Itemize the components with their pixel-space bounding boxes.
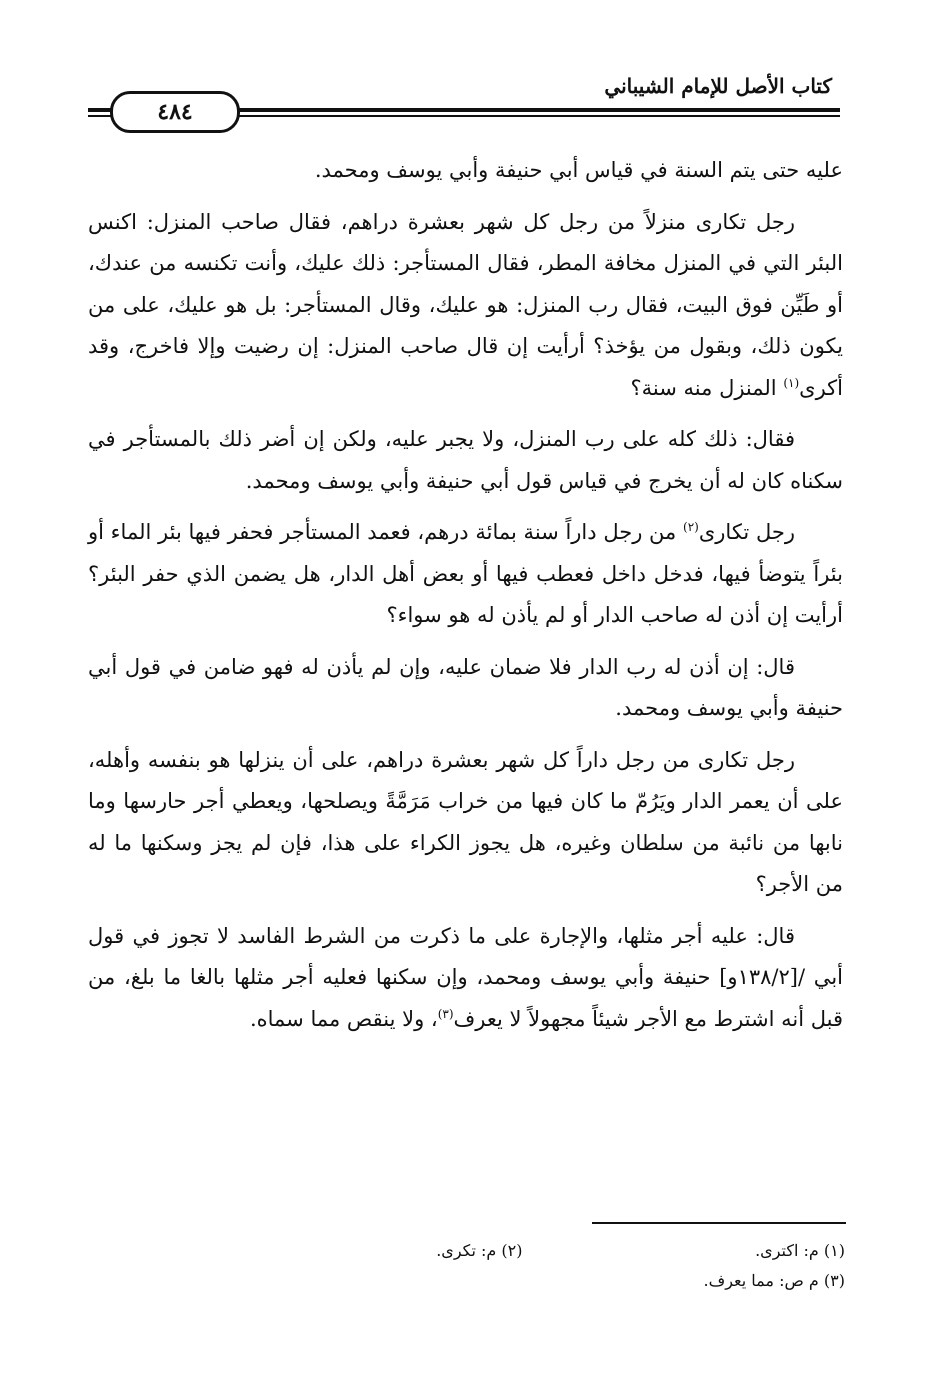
paragraph-1-text: عليه حتى يتم السنة في قياس أبي حنيفة وأبي يوسف ومحمد. [314, 158, 843, 182]
paragraph-7 [88, 916, 843, 1041]
paragraph-2-text: رجل تكارى منزلاً من رجل كل شهر بعشرة دراهم، فقال صاحب المنزل: اكنس البئر التي في المنزل مخافة المطر، فقال المستأجر: ذلك عليك، وأنت تكنسه من عندك، أو طَيِّن فوق البيت، فقال رب المنزل: هو عليك، وقال المستأجر: بل هو عليك، على من يكون ذلك، وبقول من يؤخذ؟ أرأيت إن قال صاحب المنزل: إن رضيت وإلا فاخرج، وقد أكرى [88, 209, 843, 400]
paragraph-2 [88, 202, 843, 410]
footnote-1 [523, 1236, 846, 1266]
footnotes [200, 1236, 845, 1296]
paragraph-5 [88, 647, 843, 730]
running-header [88, 66, 840, 126]
footnote-row [200, 1266, 845, 1296]
main-text [88, 150, 843, 1050]
paragraph-7-tail: ، ولا ينقص مما سماه. [249, 1006, 438, 1031]
page-number: ٤٨٤ [110, 91, 240, 133]
paragraph-4-tail: من رجل داراً سنة بمائة درهم، فعمد المستأجر فحفر فيها بئر الماء أو بئراً يتوضأ فيها، فدخل داخل فعطب فيها أو بعض أهل الدار، هل يضمن الذي حفر البئر؟ أرأيت إن أذن له صاحب الدار أو لم يأذن له هو سواء؟ [88, 520, 843, 627]
paragraph-3-text: فقال: ذلك كله على رب المنزل، ولا يجبر عليه، ولكن إن أضر ذلك بالمستأجر في سكناه كان له أن يخرج في قياس قول أبي حنيفة وأبي يوسف ومحمد. [88, 427, 843, 493]
paragraph-4 [88, 512, 843, 637]
footnote-ref-1: (١) [783, 375, 800, 390]
paragraph-1 [88, 150, 843, 192]
footnote-3-marker: (٣) [823, 1271, 845, 1290]
footnote-2-marker: (٢) [501, 1241, 523, 1260]
footnote-ref-3: (٣) [437, 1006, 454, 1021]
paragraph-6-text: رجل تكارى من رجل داراً كل شهر بعشرة دراهم، على أن ينزلها هو بنفسه وأهله، على أن يعمر الدار ويَرُمّ ما كان فيها من خراب مَرَمَّةً ويصلحها، ويعطي أجر حارسها وما نابها من نائبة من سلطان وغيره، هل يجوز الكراء على هذا، فإن لم يجز وسكنها ما له من الأجر؟ [88, 747, 843, 896]
footnote-2 [200, 1236, 523, 1266]
paragraph-6 [88, 740, 843, 906]
footnote-separator [592, 1222, 846, 1224]
footnote-1-text: م: اكترى. [755, 1241, 819, 1260]
paragraph-2-tail: المنزل منه سنة؟ [630, 375, 777, 400]
paragraph-3 [88, 419, 843, 502]
paragraph-7-text: قال: عليه أجر مثلها، والإجارة على ما ذكرت من الشرط الفاسد لا تجوز في قول أبي /[١٣٨/٢و] حنيفة وأبي يوسف ومحمد، وإن سكنها فعليه أجر مثلها بالغا ما بلغ، من قبل أنه اشترط مع الأجر شيئاً مجهولاً لا يعرف [88, 923, 843, 1031]
paragraph-5-text: قال: إن أذن له رب الدار فلا ضمان عليه، وإن لم يأذن له فهو ضامن في قول أبي حنيفة وأبي يوسف ومحمد. [88, 654, 843, 720]
book-title: كتاب الأصل للإمام الشيباني [604, 74, 832, 98]
footnote-3 [523, 1266, 846, 1296]
footnote-1-marker: (١) [823, 1241, 845, 1260]
footnote-ref-2: (٢) [683, 520, 699, 534]
footnote-2-text: م: تكرى. [436, 1241, 497, 1260]
footnote-row [200, 1236, 845, 1266]
footnote-3-text: م ص: مما يعرف. [703, 1271, 819, 1290]
paragraph-4-text: رجل تكارى [698, 520, 795, 544]
